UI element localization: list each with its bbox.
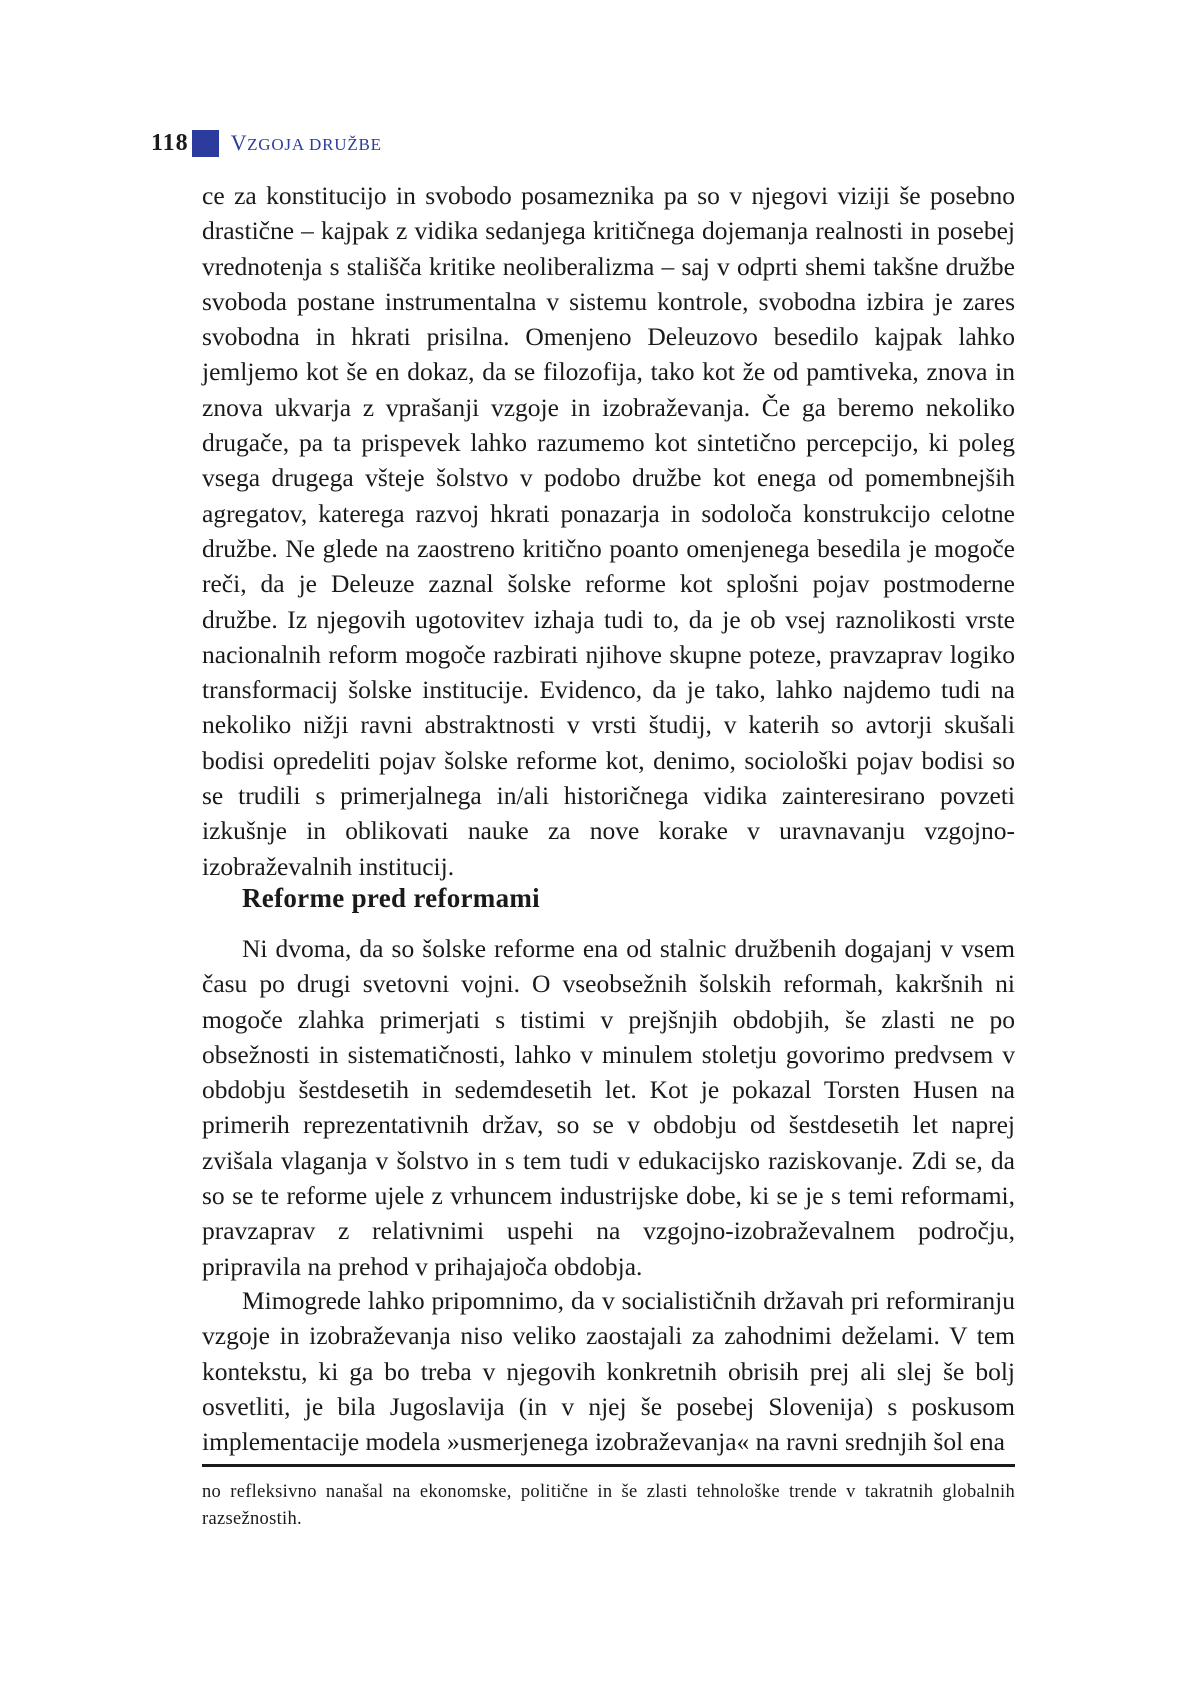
page-number: 118 bbox=[151, 129, 189, 156]
running-title bbox=[231, 130, 382, 156]
body-text-section-2 bbox=[202, 1283, 1015, 1459]
body-text-section bbox=[202, 931, 1015, 1284]
running-title-rest: ZGOJA DRUŽBE bbox=[247, 135, 382, 154]
paragraph-3: Mimogrede lahko pripomnimo, da v socialističnih državah pri reformiranju vzgoje in izobraževanja niso veliko zaostajali za zahodnimi deželami. V tem kontekstu, ki ga bo treba v njegovih konkretnih obrisih prej ali slej še bolj osvetliti, je bila Jugoslavija (in v njej še posebej Slovenija) s poskusom implementacije modela »usmerjenega izobraževanja« na ravni srednjih šol ena bbox=[202, 1286, 1015, 1457]
section-heading: Reforme pred reformami bbox=[242, 883, 540, 913]
running-title-initial: V bbox=[230, 130, 248, 155]
footnote-divider bbox=[202, 1464, 1015, 1467]
paragraph-2: Ni dvoma, da so šolske reforme ena od stalnic družbenih dogajanj v vsem času po drugi svetovni vojni. O vseobsežnih šolskih reformah, kakršnih ni mogoče zlahka primerjati s tistimi v prejšnjih obdobjih, še zlasti ne po obsežnosti in sistematičnosti, lahko v minulem stoletju govorimo predvsem v obdobju šestdesetih in sedemdesetih let. Kot je pokazal Torsten Husen na primerih reprezentativnih držav, so se v obdobju od šestdesetih let naprej zvišala vlaganja v šolstvo in s tem tudi v edukacijsko raziskovanje. Zdi se, da so se te reforme ujele z vrhuncem industrijske dobe, ki se je s temi reformami, pravzaprav z relativnimi uspehi na vzgojno-izobraževalnem področju, pripravila na prehod v prihajajoča obdobja. bbox=[202, 934, 1015, 1281]
header-square-marker bbox=[192, 130, 219, 157]
footnote: no refleksivno nanašal na ekonomske, politične in še zlasti tehnološke trende v takratnih globalnih razsežnostih. bbox=[202, 1482, 1015, 1529]
paragraph-1: ce za konstitucijo in svobodo posameznika pa so v njegovi viziji še posebno drastične – kajpak z vidika sedanjega kritičnega dojemanja realnosti in posebej vrednotenja s stališča kritike neoliberalizma – saj v odprti shemi takšne družbe svoboda postane instrumentalna v sistemu kontrole, svobodna izbira je zares svobodna in hkrati prisilna. Omenjeno Deleuzovo besedilo kajpak lahko jemljemo kot še en dokaz, da se filozofija, tako kot že od pamtiveka, znova in znova ukvarja z vprašanji vzgoje in izobraževanja. Če ga beremo nekoliko drugače, pa ta prispevek lahko razumemo kot sintetično percepcijo, ki poleg vsega drugega všteje šolstvo v podobo družbe kot enega od pomembnejših agregatov, katerega razvoj hkrati ponazarja in sodoloča konstrukcijo celotne družbe. Ne glede na zaostreno kritično poanto omenjenega besedila je mogoče reči, da je Deleuze zaznal šolske reforme kot splošni pojav postmoderne družbe. Iz njegovih ugotovitev izhaja tudi to, da je ob vsej raznolikosti vrste nacionalnih reform mogoče razbirati njihove skupne poteze, pravzaprav logiko transformacij šolske institucije. Evidenco, da je tako, lahko najdemo tudi na nekoliko nižji ravni abstraktnosti v vrsti študij, v katerih so avtorji skušali bodisi opredeliti pojav šolske reforme kot, denimo, sociološki pojav bodisi so se trudili s primerjalnega in/ali historičnega vidika zainteresirano povzeti izkušnje in oblikovati nauke za nove korake v uravnavanju vzgojno-izobraževalnih institucij. bbox=[202, 181, 1015, 881]
running-header bbox=[151, 128, 382, 158]
body-text-continued bbox=[202, 178, 1015, 884]
